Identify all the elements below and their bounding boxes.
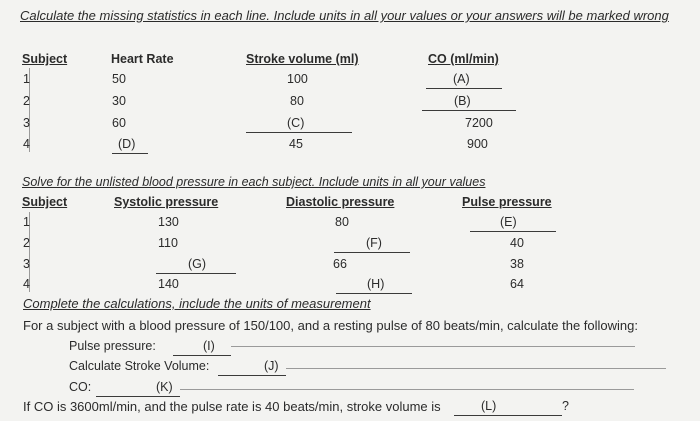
table1-header-stroke-volume: Stroke volume (ml) xyxy=(246,52,359,66)
answer-blank-c[interactable] xyxy=(246,132,352,133)
answer-blank-b[interactable] xyxy=(422,110,516,111)
table1-row3-stroke-volume-blank-label: (C) xyxy=(287,116,305,130)
scenario-text: For a subject with a blood pressure of 150/100, and a resting pulse of 80 beats/min, calculate the following: xyxy=(23,318,638,333)
table2-header-diastolic: Diastolic pressure xyxy=(286,195,395,209)
table2-row1-systolic: 130 xyxy=(158,215,179,229)
answer-blank-l[interactable] xyxy=(454,415,562,416)
table2-row2-systolic: 110 xyxy=(158,236,178,250)
answer-line-j xyxy=(286,368,666,369)
table2-row1-diastolic: 80 xyxy=(335,215,349,229)
table2-header-pulse-pressure: Pulse pressure xyxy=(462,195,552,209)
answer-blank-e[interactable] xyxy=(470,231,556,232)
answer-blank-k[interactable] xyxy=(96,396,180,397)
answer-blank-d[interactable] xyxy=(112,153,148,154)
table1-row2-heart-rate: 30 xyxy=(112,94,126,108)
table2-row4-diastolic-blank-label: (H) xyxy=(367,277,385,291)
table1-row4-stroke-volume: 45 xyxy=(289,137,303,151)
table1-row2-co-blank-label: (B) xyxy=(454,94,471,108)
stroke-volume-label: Calculate Stroke Volume: xyxy=(69,359,210,373)
table1-row3-heart-rate: 60 xyxy=(112,116,126,130)
table2-row2-pulse: 40 xyxy=(510,236,524,250)
table2-row2-subject: 2 xyxy=(23,236,30,250)
answer-blank-h[interactable] xyxy=(336,293,412,294)
table2-row4-systolic: 140 xyxy=(158,277,179,291)
answer-blank-a[interactable] xyxy=(426,88,502,89)
table2-row3-diastolic: 66 xyxy=(333,257,347,271)
co-label: CO: xyxy=(69,380,92,394)
table1-row4-heart-rate-blank-label: (D) xyxy=(118,137,136,151)
table1-row4-co: 900 xyxy=(467,137,488,151)
table2-header-systolic: Systolic pressure xyxy=(114,195,219,209)
table1-row3-co: 7200 xyxy=(465,116,493,130)
table1-header-co: CO (ml/min) xyxy=(428,52,499,66)
table2-row4-pulse: 64 xyxy=(510,277,524,291)
answer-line-i xyxy=(231,346,635,347)
answer-blank-j[interactable] xyxy=(218,375,286,376)
answer-line-k xyxy=(180,389,634,390)
table1-row1-stroke-volume: 100 xyxy=(287,72,308,86)
final-blank-label: (L) xyxy=(481,399,497,413)
pulse-pressure-blank-label: (I) xyxy=(203,339,215,353)
table1-row1-co-blank-label: (A) xyxy=(453,72,470,86)
table1-row1-heart-rate: 50 xyxy=(112,72,126,86)
table2-row3-subject: 3 xyxy=(23,257,30,271)
table2-row3-pulse: 38 xyxy=(510,257,524,271)
table1-header-subject: Subject xyxy=(22,52,68,66)
table1-row2-stroke-volume: 80 xyxy=(290,94,304,108)
instruction-heading: Calculate the missing statistics in each line. Include units in all your values or your answers will be marked wrong xyxy=(20,8,669,23)
table2-row2-diastolic-blank-label: (F) xyxy=(366,236,382,250)
instruction2-heading: Solve for the unlisted blood pressure in each subject. Include units in all your values xyxy=(22,175,486,189)
table1-row2-subject: 2 xyxy=(23,94,30,108)
co-blank-label: (K) xyxy=(156,380,173,394)
table2-row4-subject: 4 xyxy=(23,277,30,291)
answer-blank-g[interactable] xyxy=(156,273,236,274)
final-question-mark: ? xyxy=(562,399,569,413)
table1-row3-subject: 3 xyxy=(23,116,30,130)
instruction3-heading: Complete the calculations, include the units of measurement xyxy=(23,296,371,311)
final-question-text: If CO is 3600ml/min, and the pulse rate is 40 beats/min, stroke volume is xyxy=(23,399,441,414)
stroke-volume-blank-label: (J) xyxy=(264,359,279,373)
table2-row1-pulse-blank-label: (E) xyxy=(500,215,517,229)
answer-blank-i[interactable] xyxy=(173,355,231,356)
answer-blank-f[interactable] xyxy=(334,252,410,253)
table2-row1-subject: 1 xyxy=(23,215,30,229)
table1-row1-subject: 1 xyxy=(23,72,30,86)
pulse-pressure-label: Pulse pressure: xyxy=(69,339,156,353)
table1-header-heart-rate: Heart Rate xyxy=(111,52,174,66)
table2-header-subject: Subject xyxy=(22,195,68,209)
table2-row3-systolic-blank-label: (G) xyxy=(188,257,207,271)
table1-row4-subject: 4 xyxy=(23,137,30,151)
